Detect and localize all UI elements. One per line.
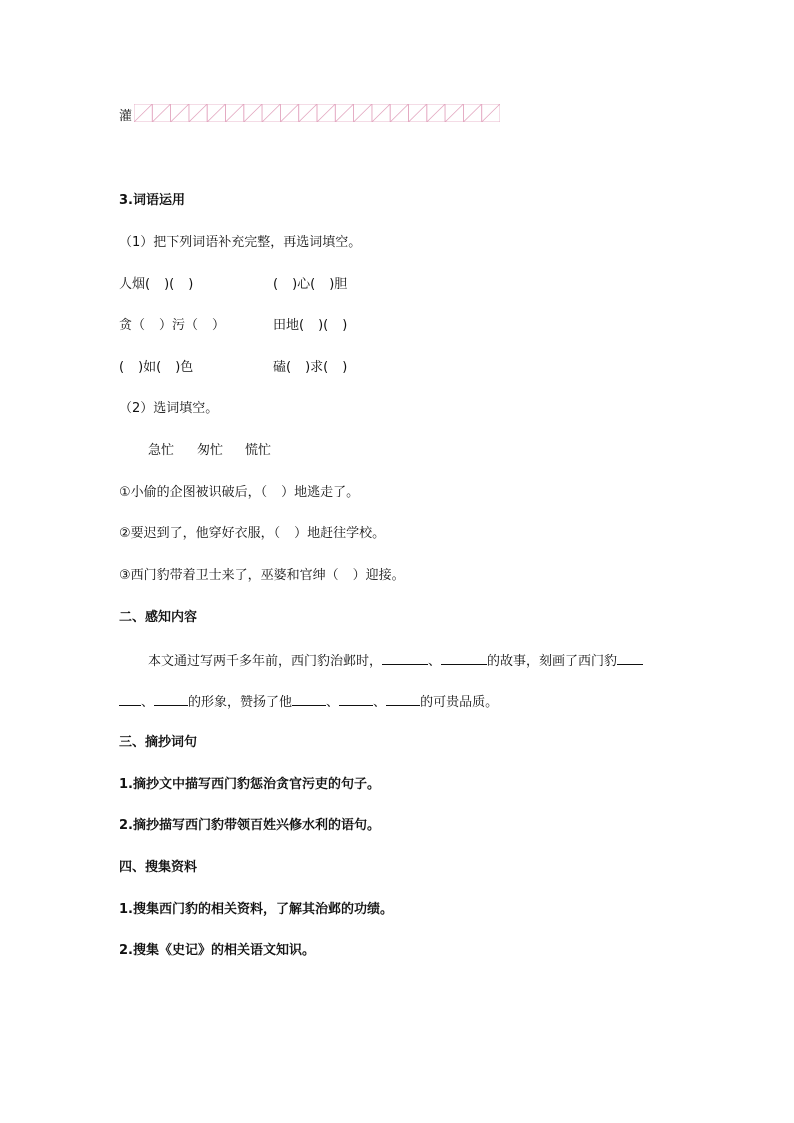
grid-cell-diagonal: [445, 104, 463, 122]
word-fill-item: 田地( )( ): [273, 318, 348, 333]
word-choice: 急忙: [148, 443, 175, 458]
section-title-content: 二、感知内容: [119, 610, 198, 625]
grid-cell-diagonal: [482, 104, 500, 122]
excerpt-item: 1.摘抄文中描写西门豹惩治贪官污吏的句子。: [119, 777, 380, 792]
grid-cell-diagonal: [299, 104, 317, 122]
grid-cell-diagonal: [427, 104, 445, 122]
fill-sentence: ③西门豹带着卫士来了，巫婆和官绅（ ）迎接。: [119, 568, 405, 583]
grid-cell-diagonal: [409, 104, 427, 122]
grid-cell-diagonal: [152, 104, 170, 122]
part1-instruction: （1）把下列词语补充完整，再选词填空。: [119, 235, 362, 250]
word-choice: 匆忙: [197, 443, 224, 458]
section-title-excerpt: 三、摘抄词句: [119, 735, 198, 750]
section-title-research: 四、搜集资料: [119, 860, 198, 875]
research-item: 2.搜集《史记》的相关语文知识。: [119, 943, 315, 958]
grid-cell-diagonal: [463, 104, 481, 122]
grid-cell-diagonal: [262, 104, 280, 122]
practice-character: 灌: [119, 109, 133, 124]
part2-instruction: （2）选词填空。: [119, 401, 219, 416]
grid-cell-diagonal: [335, 104, 353, 122]
fill-sentence: ②要迟到了，他穿好衣服，（ ）地赶往学校。: [119, 526, 386, 541]
word-fill-item: 人烟( )( ): [119, 277, 194, 292]
grid-cell-diagonal: [207, 104, 225, 122]
grid-cell-diagonal: [317, 104, 335, 122]
grid-cell-diagonal: [244, 104, 262, 122]
word-fill-item: ( )如( )色: [119, 360, 194, 375]
grid-cell-diagonal: [189, 104, 207, 122]
fill-sentence: ①小偷的企图被识破后，（ ）地逃走了。: [119, 485, 360, 500]
word-choice: 慌忙: [245, 443, 272, 458]
section-title-word-usage: 3.词语运用: [119, 193, 185, 208]
word-fill-item: 磕( )求( ): [273, 360, 348, 375]
summary-line-2: 、 的形象，赞扬了他 、 、 的可贵品质。: [119, 693, 498, 711]
grid-cell-diagonal: [354, 104, 372, 122]
grid-cell-diagonal: [280, 104, 298, 122]
writing-grid: [134, 104, 500, 122]
summary-line-1: 本文通过写两千多年前，西门豹治邺时， 、 的故事，刻画了西门豹: [148, 652, 643, 670]
grid-cell-diagonal: [372, 104, 390, 122]
grid-cell-diagonal: [390, 104, 408, 122]
word-fill-item: ( )心( )胆: [273, 277, 348, 292]
grid-cell-diagonal: [171, 104, 189, 122]
grid-cell-diagonal: [134, 104, 152, 122]
word-fill-item: 贪（ ）污（ ）: [119, 318, 226, 333]
excerpt-item: 2.摘抄描写西门豹带领百姓兴修水利的语句。: [119, 818, 380, 833]
grid-cell-diagonal: [226, 104, 244, 122]
research-item: 1.搜集西门豹的相关资料，了解其治邺的功绩。: [119, 902, 393, 917]
